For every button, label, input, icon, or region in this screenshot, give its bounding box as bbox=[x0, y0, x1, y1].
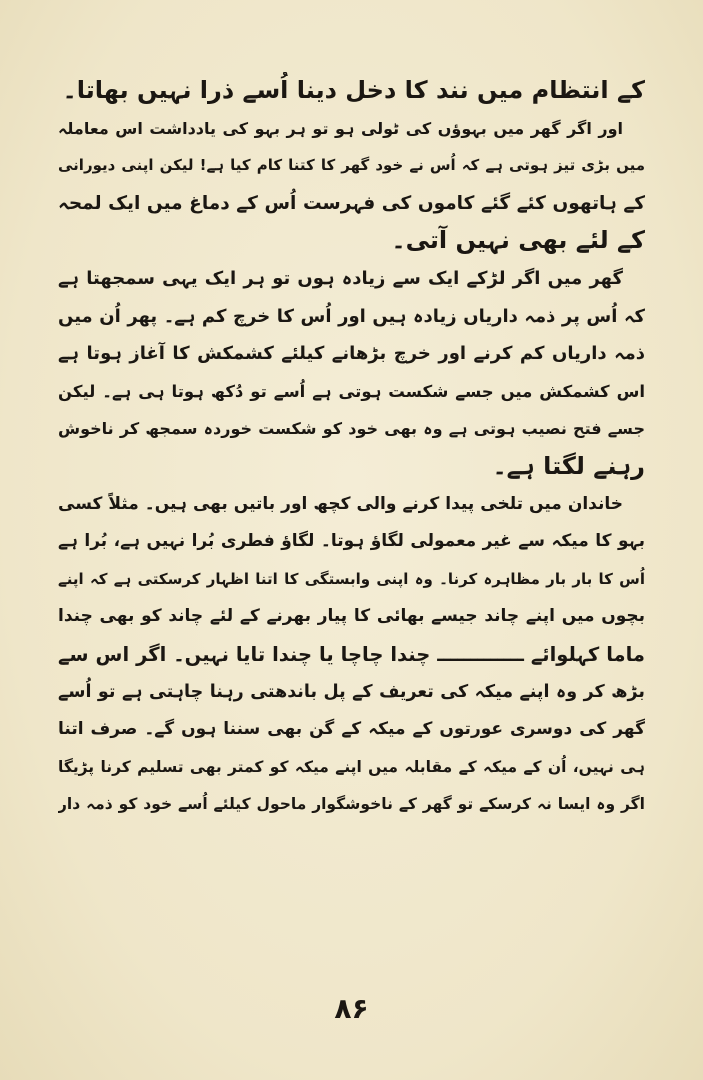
text-line: کہ اُس پر ذمہ داریاں زیادہ ہیں اور اُس کا خرچ کم ہے۔ پھر اُن میں bbox=[58, 305, 645, 327]
text-line: جسے فتح نصیب ہوتی ہے وہ بھی خود کو شکست خوردہ سمجھ کر ناخوش bbox=[58, 419, 645, 439]
text-line: رہنے لگتا ہے۔ bbox=[492, 451, 645, 480]
text-line: اگر وہ ایسا نہ کرسکے تو گھر کے ناخوشگوار ماحول کیلئے اُسے خود کو ذمہ دار bbox=[58, 795, 645, 814]
text-line: میں بڑی تیز ہوتی ہے کہ اُس نے خود گھر کا کتنا کام کیا ہے! لیکن اپنی دیورانی bbox=[58, 156, 645, 175]
text-line: خاندان میں تلخی پیدا کرنے والی کچھ اور باتیں بھی ہیں۔ مثلاً کسی bbox=[58, 493, 623, 514]
text-line: کے انتظام میں نند کا دخل دینا اُسے ذرا نہیں بھاتا۔ bbox=[62, 76, 645, 104]
page-number: ۸۶ bbox=[334, 992, 369, 1025]
text-line: ہی نہیں، اُن کے میکہ کے مقابلہ میں اپنے میکہ کو کمتر بھی تسلیم کرنا پڑیگا bbox=[58, 757, 645, 776]
text-line: اس کشمکش میں جسے شکست ہوتی ہے اُسے تو دُکھ ہوتا ہی ہے۔ لیکن bbox=[58, 381, 645, 401]
text-line: بڑھ کر وہ اپنے میکہ کی تعریف کے پل باندھتی رہنا چاہتی ہے تو اُسے bbox=[58, 681, 645, 702]
body-text bbox=[58, 72, 645, 824]
text-line: کے ہاتھوں کئے گئے کاموں کی فہرست اُس کے دماغ میں ایک لمحہ bbox=[58, 192, 645, 214]
text-line: گھر میں اگر لڑکے ایک سے زیادہ ہوں تو ہر ایک یہی سمجھتا ہے bbox=[58, 267, 623, 289]
text-line: کے لئے بھی نہیں آتی۔ bbox=[391, 226, 645, 255]
text-line: بہو کا میکہ سے غیر معمولی لگاؤ ہوتا۔ لگاؤ فطری بُرا نہیں ہے، بُرا ہے bbox=[58, 531, 645, 552]
text-line: اُس کا بار بار مظاہرہ کرنا۔ وہ اپنی وابستگی کا اتنا اظہار کرسکتی ہے کہ اپنے bbox=[58, 569, 645, 588]
text-line: بچوں میں اپنے چاند جیسے بھائی کا پیار بھرنے کے لئے چاند کو بھی چندا bbox=[58, 606, 645, 627]
text-line: ماما کہلوائے ـــــــــــــ چندا چاچا یا چندا تایا نہیں۔ اگر اس سے bbox=[58, 642, 645, 666]
text-line: گھر کی دوسری عورتوں کے میکہ کے گن بھی سننا ہوں گے۔ صرف اتنا bbox=[58, 719, 645, 740]
text-line: ذمہ داریاں کم کرنے اور خرچ بڑھانے کیلئے کشمکش کا آغاز ہوتا ہے bbox=[58, 343, 645, 365]
text-line: اور اگر گھر میں بہوؤں کی ٹولی ہو تو ہر بہو کی یادداشت اس معاملہ bbox=[58, 118, 623, 138]
